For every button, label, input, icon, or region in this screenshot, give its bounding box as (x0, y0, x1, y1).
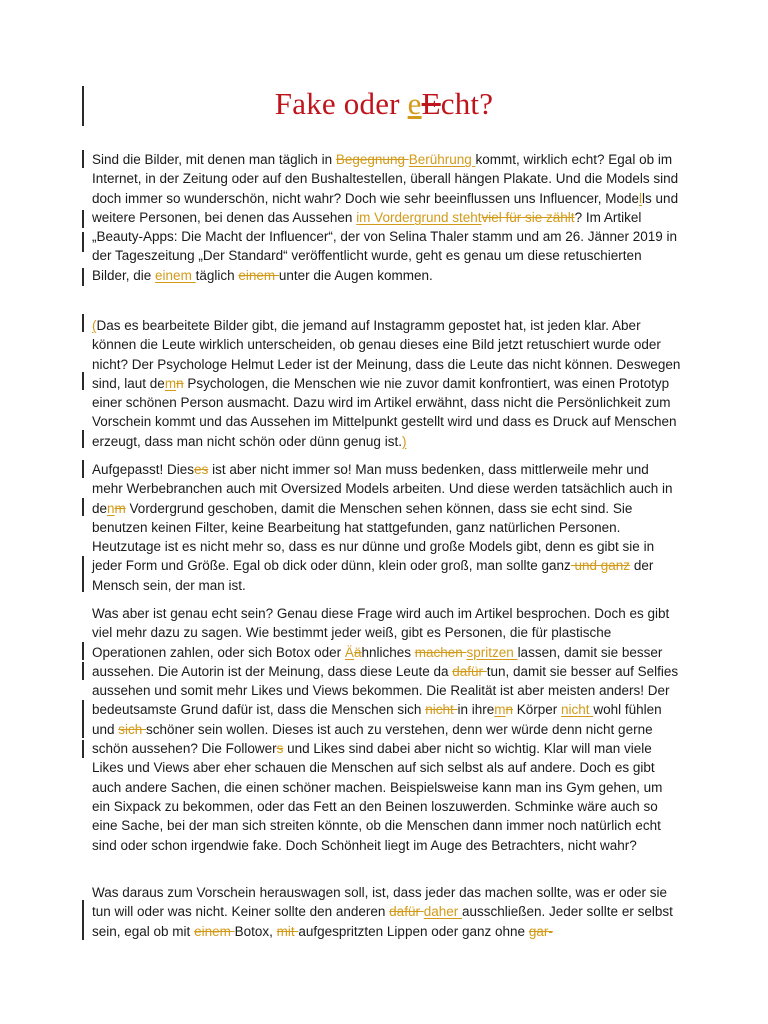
tracked-deletion: dafür (452, 663, 487, 679)
paragraph-1 (92, 150, 682, 285)
tracked-insertion: m (164, 375, 177, 391)
tracked-insertion: nicht (561, 702, 594, 718)
change-bar-p4 (82, 662, 84, 680)
paragraph-text: Aufgepasst! Dies (92, 462, 195, 477)
paragraph-text: ausschließen. Jeder sollte er selbst sein, egal ob mit (92, 904, 673, 939)
document-title (0, 86, 768, 122)
paragraph-text: der Mensch sein, der man ist. (92, 558, 654, 593)
change-bar-p3 (82, 556, 84, 592)
paragraph-text: ? Im Artikel „Beauty-Apps: Die Macht der Influencer“, der von Selina Thaler stamm und am 26. Jänner 2019 in der Tageszeitung „Der Standard“ veröffentlicht wurde, geht es genau um diese retuschierten Bilder, die (92, 209, 678, 283)
paragraph-text: ls und weitere Personen, bei denen das Aussehen (92, 190, 679, 225)
change-bar-p4 (82, 740, 84, 758)
paragraph-3 (92, 460, 682, 595)
paragraph-text: Körper (513, 702, 562, 718)
tracked-deletion: Begegnung (335, 152, 409, 167)
paragraph-text: tun, damit sie besser auf Selfies aussehen und somit mehr Likes und Views bekommen. Die Realität ist aber meisten anders! Der bedeutsamste Grund dafür ist, dass die Menschen sich (92, 663, 679, 718)
change-bar-p1 (82, 268, 84, 286)
tracked-insertion: daher (423, 904, 462, 920)
tracked-deletion: machen (414, 644, 467, 660)
tracked-insertion: n (107, 500, 115, 516)
paragraph-text: Botox, (234, 923, 277, 939)
paragraph-text: Psychologen, die Menschen wie nie zuvor damit konfrontiert, was einen Prototyp einer schönen Person ausmacht. Dazu wird im Artikel erwähnt, dass nicht die Persönlichkeit zum Vorschein kommt und das Aussehen im Mittelpunkt gestellt wird und dass es Druck auf Menschen erzeugt, dass man nicht schön oder dünn genug ist. (92, 375, 677, 449)
tracked-insertion: l (639, 190, 643, 206)
change-bar-p1 (82, 210, 84, 228)
tracked-deletion: es (194, 462, 209, 477)
tracked-deletion: gar- (528, 923, 553, 939)
paragraph-text: Sind die Bilder, mit denen man täglich in (92, 152, 336, 167)
change-bar-p1 (82, 150, 84, 168)
tracked-insertion: Berührung (408, 152, 476, 167)
tracked-deletion: n (176, 375, 184, 391)
paragraph-5 (92, 883, 682, 941)
tracked-insertion: im Vordergrund steht (356, 209, 482, 225)
change-bar-p2 (82, 372, 84, 390)
tracked-deletion: viel für sie zählt (481, 209, 575, 225)
paragraph-text: wohl fühlen und (92, 702, 662, 737)
change-bar-p1 (82, 232, 84, 252)
tracked-deletion: s (276, 741, 284, 757)
tracked-deletion: dafür (389, 904, 424, 920)
change-bar-p2 (82, 430, 84, 448)
tracked-deletion: einem (238, 267, 279, 283)
tracked-deletion: sich (118, 721, 147, 737)
paragraph-text: unter die Augen kommen. (278, 267, 433, 283)
change-bar-p3 (82, 498, 84, 516)
tracked-insertion: einem (155, 267, 196, 283)
tracked-insertion: ) (401, 433, 407, 449)
tracked-deletion: n (505, 702, 514, 718)
paragraph-text: Das es bearbeitete Bilder gibt, die jemand auf Instagramm gepostet hat, ist jeden klar. Aber können die Leute wirklich unterscheiden, ob genau dieses eine Bild jetzt retuschiert wurde oder nicht? Der Psychologe Helmut Leder ist der Meinung, dass die Leute das nicht können. Deswegen sind, laut de (92, 318, 681, 391)
paragraph-4 (92, 604, 682, 855)
paragraph-text: ist aber nicht immer so! Man muss bedenken, dass mittlerweile mehr und mehr Werbebranchen auch mit Oversized Models arbeiten. Und diese werden tatsächlich auch in de (92, 462, 673, 516)
paragraph-text: und Likes sind dabei aber nicht so wichtig. Klar will man viele Likes und Views aber eher schauen die Menschen auf sich selbst als auf andere. Doch es gibt auch andere Sachen, die einen schöner machen. Beispielsweise kann man ins Gym gehen, um ein Sixpack zu bekommen, oder das Fett an den Beinen loszuwerden. Schminke wäre auch so eine Sache, bei der man sich streiten könnte, ob die Menschen dann immer noch natürlich echt sind oder schon irgendwie fake. Doch Schönheit liegt im Auge des Betrachters, nicht wahr? (92, 741, 663, 853)
paragraph-text: in ihre (457, 702, 495, 718)
change-bar-p4 (82, 700, 84, 738)
paragraph-text: Was aber ist genau echt sein? Genau diese Frage wird auch im Artikel besprochen. Doch es gibt viel mehr dazu zu sagen. Wie bestimmt jeder weiß, gibt es Personen, die für plastische Operationen zahlen, oder sich Botox oder (92, 606, 670, 660)
tracked-deletion: ä (353, 644, 362, 660)
title-text: Fake oder (274, 86, 408, 121)
tracked-deletion: und ganz (570, 558, 631, 574)
paragraph-text: schöner sein wollen. Dieses ist auch zu verstehen, denn wer würde denn nicht gerne schön aussehen? Die Follower (92, 721, 653, 757)
change-bar-p3 (82, 460, 84, 478)
tracked-deletion: m (114, 500, 126, 516)
paragraph-text: lassen, damit sie besser aussehen. Die Autorin ist der Meinung, dass diese Leute da (92, 644, 663, 679)
paragraph-text: täglich (195, 267, 239, 283)
title-text: cht? (440, 86, 494, 121)
tracked-insertion: ( (92, 318, 97, 333)
change-bar-p2 (82, 314, 84, 332)
paragraph-text: Vordergrund geschoben, damit die Menschen sehen können, dass sie echt sind. Sie benutzen keinen Filter, keine Bearbeitung hat stattgefunden, ganz natürlichen Personen. Heutzutage ist es nicht mehr so, dass es nur dünne und große Models gibt, denn es gibt sie in jeder Form und Größe. Egal ob dick oder dünn, klein oder groß, man sollte ganz (92, 500, 655, 574)
paragraph-text: kommt, wirklich echt? Egal ob im Internet, in der Zeitung oder auf den Bushaltestellen, überall hängen Plakate. Und die Models sind doch immer so wunderschön, nicht wahr? Doch wie sehr beeinflussen uns Influencer, Mode (92, 152, 679, 206)
paragraph-2 (92, 316, 682, 451)
paragraph-text: aufgespritzten Lippen oder ganz ohne (298, 923, 529, 939)
tracked-deletion: E (421, 86, 441, 121)
tracked-insertion: Ä (344, 644, 354, 660)
tracked-deletion: einem (194, 923, 235, 939)
tracked-insertion: m (494, 702, 506, 718)
change-bar-p4 (82, 642, 84, 660)
paragraph-text: Was daraus zum Vorschein herauswagen soll, ist, dass jeder das machen sollte, was er oder sie tun will oder was nicht. Keiner sollte den anderen (92, 885, 668, 920)
paragraph-text: hnliches (361, 644, 415, 660)
tracked-insertion: spritzen (466, 644, 518, 660)
tracked-insertion: e (407, 86, 422, 121)
tracked-deletion: nicht (425, 702, 458, 718)
tracked-deletion: mit (276, 923, 299, 939)
change-bar-p5 (82, 900, 84, 940)
